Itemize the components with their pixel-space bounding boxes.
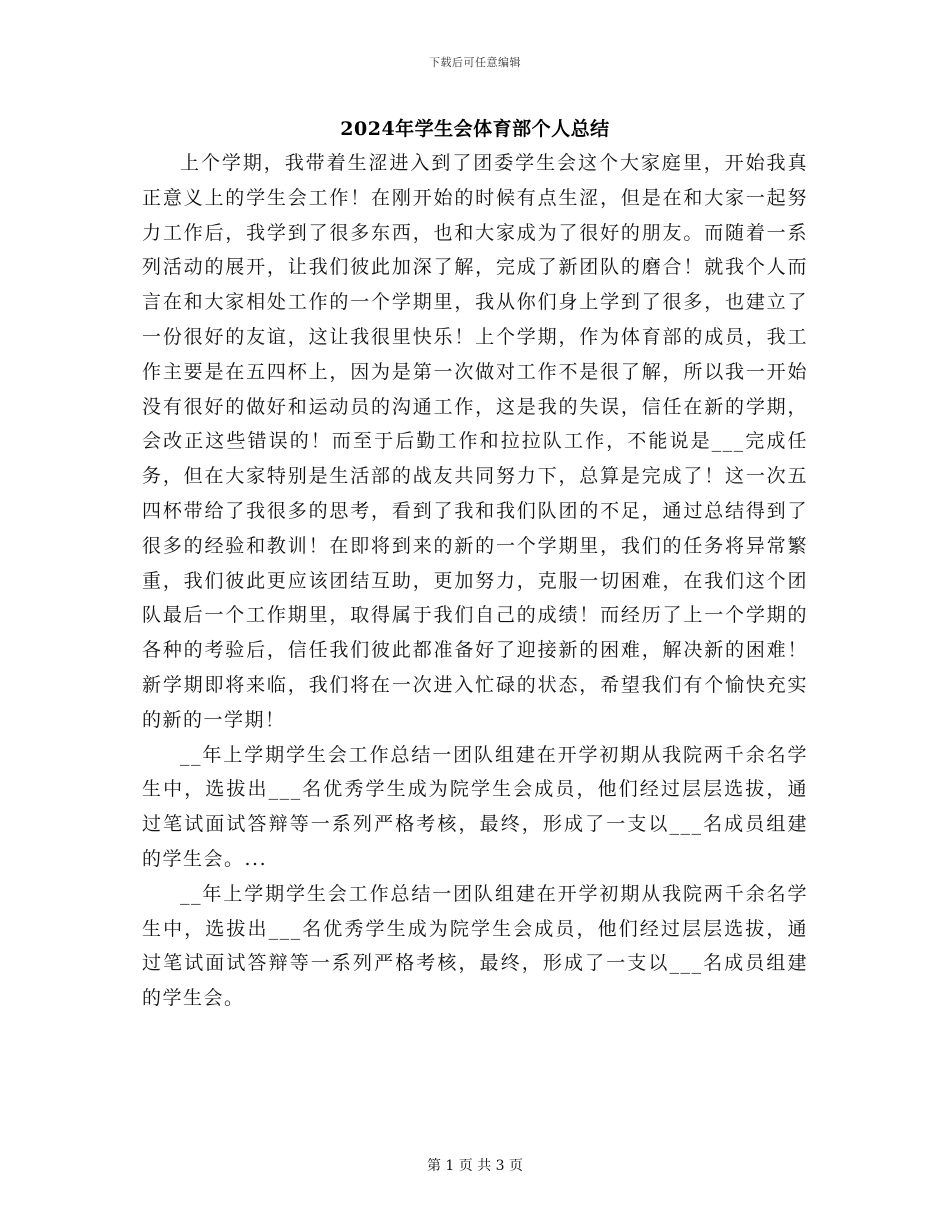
paragraph-2: __年上学期学生会工作总结一团队组建在开学初期从我院两千余名学生中，选拔出___名优秀学生成为院学生会成员，他们经过层层选拔，通过笔试面试答辩等一系列严格考核，最终，形成了一支以___名成员组建的学生会。... [142, 743, 808, 870]
document-body [142, 146, 808, 1016]
paragraph-1: 上个学期，我带着生涩进入到了团委学生会这个大家庭里，开始我真正意义上的学生会工作！在刚开始的时候有点生涩，但是在和大家一起努力工作后，我学到了很多东西，也和大家成为了很好的朋友。而随着一系列活动的展开，让我们彼此加深了解，完成了新团队的磨合！就我个人而言在和大家相处工作的一个学期里，我从你们身上学到了很多，也建立了一份很好的友谊，这让我很里快乐！上个学期，作为体育部的成员，我工作主要是在五四杯上，因为是第一次做对工作不是很了解，所以我一开始没有很好的做好和运动员的沟通工作，这是我的失误，信任在新的学期，会改正这些错误的！而至于后勤工作和拉拉队工作，不能说是___完成任务，但在大家特别是生活部的战友共同努力下，总算是完成了！这一次五四杯带给了我很多的思考，看到了我和我们队团的不足，通过总结得到了很多的经验和教训！在即将到来的新的一个学期里，我们的任务将异常繁重，我们彼此更应该团结互助，更加努力，克服一切困难，在我们这个团队最后一个工作期里，取得属于我们自己的成绩！而经历了上一个学期的各种的考验后，信任我们彼此都准备好了迎接新的困难，解决新的困难！新学期即将来临，我们将在一次进入忙碌的状态，希望我们有个愉快充实的新的一学期！ [142, 152, 808, 731]
page-footer: 第 1 页 共 3 页 [426, 1158, 524, 1174]
paragraph-3: __年上学期学生会工作总结一团队组建在开学初期从我院两千余名学生中，选拔出___名优秀学生成为院学生会成员，他们经过层层选拔，通过笔试面试答辩等一系列严格考核，最终，形成了一支以___名成员组建的学生会。 [142, 882, 808, 1010]
header-note: 下载后可任意编辑 [429, 56, 521, 69]
document-title: 2024年学生会体育部个人总结 [340, 118, 610, 140]
